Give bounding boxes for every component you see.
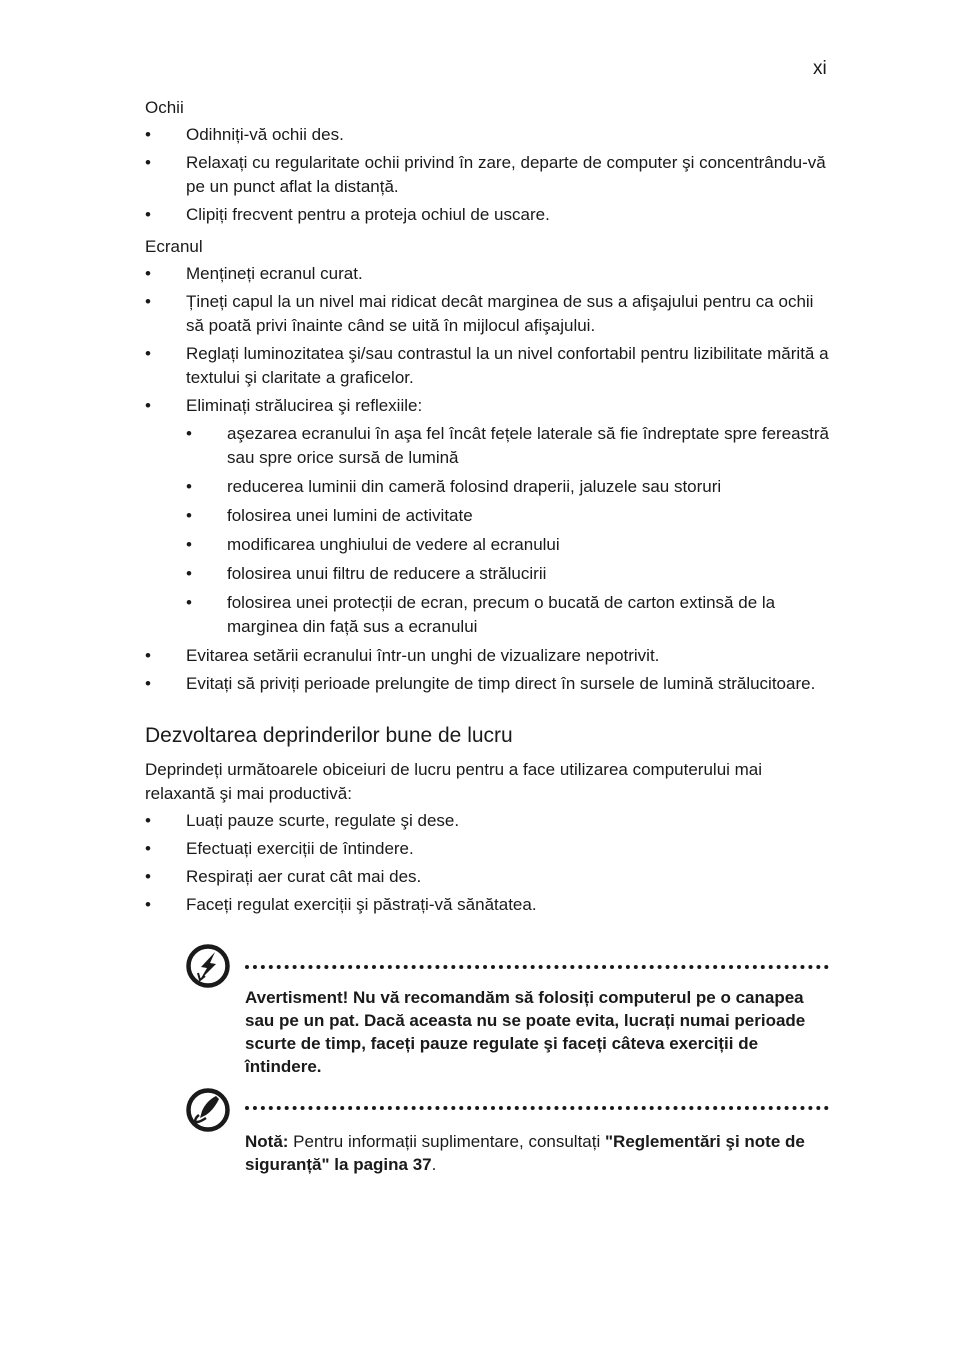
section-label-screen: Ecranul — [145, 237, 203, 256]
list-item-label: Eliminați strălucirea şi reflexiile: — [186, 396, 423, 415]
habits-intro: Deprindeți următoarele obiceiuri de lucru pentru a face utilizarea computerului mai relaxantă şi mai productivă: — [145, 760, 763, 803]
list-item: • Reglați luminozitatea şi/sau contrastul la un nivel confortabil pentru lizibilitate mărită a textului şi claritate a graficelor. — [145, 342, 835, 390]
list-item: • Evitarea setării ecranului într-un unghi de vizualizare nepotrivit. — [145, 644, 835, 668]
note-end: . — [431, 1155, 437, 1174]
warning-text: Avertisment! Nu vă recomandăm să folosiți computerul pe o canapea sau pe un pat. Dacă aceasta nu se poate evita, lucrați numai perioade scurte de timp, faceți pauze regulate şi faceți câteva exerciții de întindere. — [245, 988, 806, 1076]
habits-list — [145, 809, 835, 917]
sub-list-item: • folosirea unei lumini de activitate — [186, 504, 835, 528]
section-heading: Dezvoltarea deprinderilor bune de lucru — [145, 724, 513, 747]
main-content — [145, 96, 835, 921]
sub-list-item: • folosirea unui filtru de reducere a strălucirii — [186, 562, 835, 586]
note-text — [245, 1130, 825, 1176]
note-body: Pentru informații suplimentare, consultați — [288, 1132, 605, 1151]
note-reference: "Reglementări şi note de siguranță" la pagina 37 — [245, 1132, 805, 1174]
list-item: • Respirați aer curat cât mai des. — [145, 865, 835, 889]
section-label-eyes: Ochii — [145, 98, 184, 117]
screen-list — [145, 262, 835, 696]
sub-list-item: • aşezarea ecranului în aşa fel încât fețele laterale să fie îndreptate spre fereastră sau spre orice sursă de lumină — [186, 422, 835, 470]
list-item: • Efectuați exerciții de întindere. — [145, 837, 835, 861]
page-number: xi — [813, 58, 827, 79]
note-pen-icon — [185, 1087, 231, 1133]
list-item: • Evitați să priviți perioade prelungite de timp direct în sursele de lumină strălucitoare. — [145, 672, 835, 696]
sub-list-item: • reducerea luminii din cameră folosind draperii, jaluzele sau storuri — [186, 475, 835, 499]
list-item: • Relaxați cu regularitate ochii privind în zare, departe de computer şi concentrându-vă pe un punct aflat la distanță. — [145, 151, 835, 199]
list-item-glare — [145, 394, 835, 639]
divider — [245, 1106, 829, 1110]
list-item: • Faceți regulat exerciții şi păstrați-vă sănătatea. — [145, 893, 835, 917]
list-item: • Mențineți ecranul curat. — [145, 262, 835, 286]
note-notice — [185, 1087, 835, 1187]
list-item: • Clipiți frecvent pentru a proteja ochiul de uscare. — [145, 203, 835, 227]
note-label: Notă: — [245, 1132, 289, 1151]
divider — [245, 965, 829, 969]
list-item: • Luați pauze scurte, regulate şi dese. — [145, 809, 835, 833]
glare-sublist — [186, 422, 835, 639]
lightning-warning-icon — [185, 943, 231, 989]
warning-notice — [185, 943, 835, 1083]
list-item: • Odihniți-vă ochii des. — [145, 123, 835, 147]
list-item: • Țineți capul la un nivel mai ridicat decât marginea de sus a afişajului pentru ca ochii să poată privi înainte când se uită în mijlocul afişajului. — [145, 290, 835, 338]
sub-list-item: • modificarea unghiului de vedere al ecranului — [186, 533, 835, 557]
eyes-list — [145, 123, 835, 227]
sub-list-item: • folosirea unei protecții de ecran, precum o bucată de carton extinsă de la marginea din față sus a ecranului — [186, 591, 835, 639]
